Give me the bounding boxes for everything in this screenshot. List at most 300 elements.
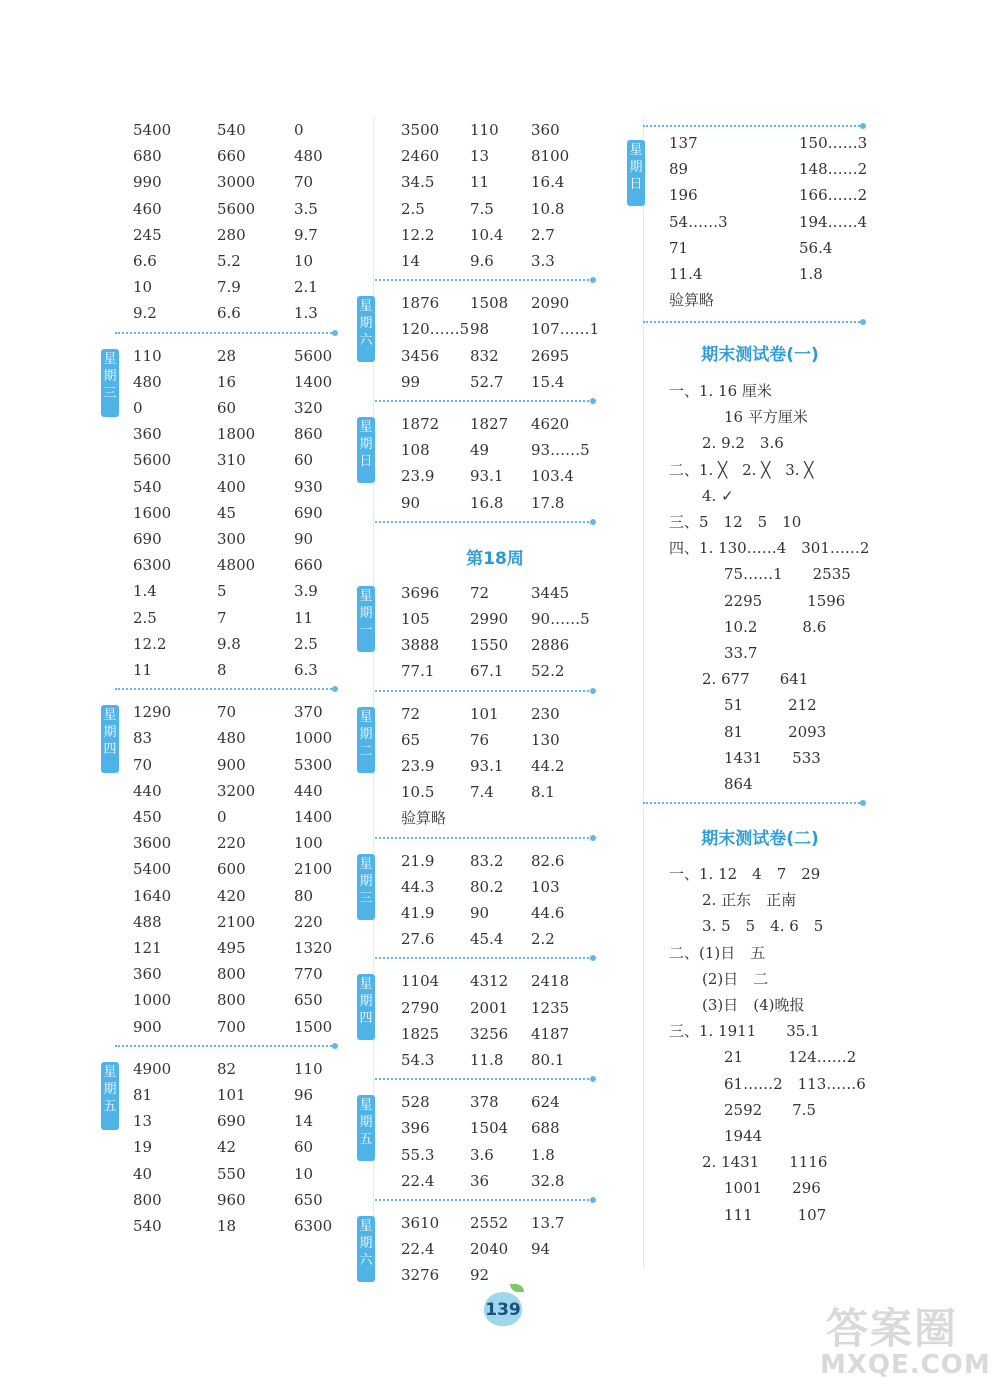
answer-cell: 5300 <box>294 755 333 774</box>
answer-cell: 5 <box>217 582 227 601</box>
answer-cell: 23.9 <box>401 467 435 486</box>
answer-cell: 480 <box>133 372 162 391</box>
answer-line: 2. 1431 1116 <box>702 1153 828 1172</box>
answer-cell: 396 <box>401 1119 430 1138</box>
answer-line: 2295 1596 <box>724 591 846 610</box>
answer-cell: 93……5 <box>531 441 590 460</box>
answer-cell: 137 <box>669 134 698 152</box>
answer-cell: 16 <box>217 372 237 391</box>
answer-cell: 80.2 <box>470 877 504 896</box>
answer-cell: 28 <box>217 346 237 365</box>
answer-cell: 96 <box>294 1086 314 1104</box>
answer-cell: 18 <box>217 1217 237 1235</box>
answer-cell: 94 <box>531 1240 551 1259</box>
answer-cell: 3276 <box>401 1266 440 1285</box>
answer-cell: 1400 <box>294 372 333 391</box>
answer-cell: 3696 <box>401 583 440 602</box>
answer-line: 2. 677 641 <box>702 670 809 689</box>
answer-cell: 1.8 <box>531 1145 555 1164</box>
answer-cell: 81 <box>133 1086 153 1104</box>
answer-cell: 650 <box>294 1190 323 1209</box>
page-number: 139 <box>484 1292 522 1326</box>
answer-cell: 83 <box>133 729 153 748</box>
day-tab: 星期六 <box>357 296 375 362</box>
answer-cell: 0 <box>133 399 143 417</box>
answer-cell: 44.2 <box>531 757 565 775</box>
answer-cell: 9.6 <box>470 252 494 270</box>
answer-cell: 10.8 <box>531 199 565 218</box>
answer-cell: 480 <box>294 147 323 166</box>
watermark-url: MXQE.COM <box>820 1350 991 1380</box>
answer-cell: 770 <box>294 965 323 984</box>
answer-cell: 540 <box>133 477 162 496</box>
answer-cell: 378 <box>470 1093 499 1112</box>
answer-cell: 0 <box>294 121 304 139</box>
answer-line: 2. 9.2 3.6 <box>702 434 784 453</box>
answer-cell: 80.1 <box>531 1051 565 1069</box>
answer-cell: 42 <box>217 1138 237 1157</box>
answer-line: 864 <box>724 775 753 793</box>
answer-cell: 600 <box>217 860 246 879</box>
answer-cell: 660 <box>217 147 246 166</box>
answer-cell: 2.5 <box>133 608 157 627</box>
answer-cell: 2.5 <box>294 634 318 653</box>
answer-cell: 220 <box>294 912 323 931</box>
answer-cell: 72 <box>401 704 421 723</box>
answer-cell: 6.3 <box>294 661 318 679</box>
answer-cell: 700 <box>217 1017 246 1036</box>
answer-cell: 800 <box>217 991 246 1010</box>
answer-cell: 2.5 <box>401 199 425 218</box>
answer-cell: 1500 <box>294 1017 333 1036</box>
answer-cell: 2.7 <box>531 225 555 244</box>
answer-line: 三、1. 1911 35.1 <box>669 1022 820 1041</box>
dotted-divider <box>115 1045 335 1047</box>
answer-cell: 45 <box>217 503 237 522</box>
day-tab: 星期日 <box>357 417 375 483</box>
answer-cell: 10.5 <box>401 783 435 802</box>
day-tab: 星期一 <box>357 586 375 652</box>
answer-cell: 15.4 <box>531 372 565 391</box>
answer-cell: 101 <box>217 1086 246 1104</box>
dotted-divider <box>115 332 335 334</box>
answer-cell: 1508 <box>470 294 509 313</box>
answer-cell: 10.4 <box>470 225 504 244</box>
answer-line: 21 124……2 <box>724 1048 857 1067</box>
answer-cell: 488 <box>133 912 162 931</box>
dotted-divider <box>375 1078 593 1080</box>
watermark-text: 答案圈 <box>826 1304 959 1353</box>
answer-cell: 5400 <box>133 121 172 139</box>
answer-cell: 148……2 <box>799 160 868 179</box>
answer-cell: 54……3 <box>669 212 728 231</box>
answer-cell: 70 <box>217 703 237 722</box>
answer-cell: 150……3 <box>799 134 868 152</box>
answer-cell: 360 <box>531 121 560 139</box>
answer-cell: 11.4 <box>669 265 703 283</box>
answer-cell: 245 <box>133 225 162 244</box>
answer-cell: 2990 <box>470 610 509 628</box>
answer-line: (2)日 二 <box>702 969 769 988</box>
day-tab: 星期四 <box>357 974 375 1040</box>
answer-cell: 0 <box>217 808 227 826</box>
answer-cell: 2090 <box>531 294 570 313</box>
answer-cell: 107……1 <box>531 320 600 339</box>
answer-cell: 540 <box>217 121 246 139</box>
answer-cell: 2100 <box>294 860 333 879</box>
answer-line: (3)日 (4)晚报 <box>702 996 805 1014</box>
answer-cell: 2100 <box>217 912 256 931</box>
answer-cell: 9.2 <box>133 304 157 323</box>
answer-cell: 92 <box>470 1266 490 1285</box>
answer-cell: 800 <box>217 965 246 984</box>
answer-cell: 1.4 <box>133 582 157 601</box>
answer-cell: 2790 <box>401 998 440 1017</box>
answer-cell: 3256 <box>470 1024 509 1043</box>
answer-cell: 90……5 <box>531 610 590 628</box>
answer-cell: 60 <box>294 1138 314 1157</box>
answer-cell: 13 <box>470 147 490 166</box>
answer-line: 一、1. 12 4 7 29 <box>669 865 821 883</box>
answer-cell: 2552 <box>470 1214 509 1232</box>
answer-cell: 3500 <box>401 121 440 139</box>
answer-cell: 100 <box>294 834 323 853</box>
answer-cell: 27.6 <box>401 930 435 949</box>
answer-cell: 1876 <box>401 294 440 313</box>
answer-cell: 6300 <box>294 1217 333 1235</box>
answer-cell: 440 <box>294 781 323 800</box>
answer-cell: 4800 <box>217 556 256 575</box>
dotted-divider <box>375 837 593 839</box>
answer-cell: 93.1 <box>470 757 504 775</box>
answer-cell: 690 <box>217 1112 246 1131</box>
answer-cell: 52.2 <box>531 662 565 681</box>
answer-cell: 1600 <box>133 503 172 522</box>
answer-line: 四、1. 130……4 301……2 <box>669 539 870 558</box>
answer-cell: 12.2 <box>401 225 435 244</box>
answer-cell: 990 <box>133 173 162 192</box>
answer-cell: 22.4 <box>401 1240 435 1259</box>
answer-cell: 528 <box>401 1093 430 1112</box>
answer-cell: 103 <box>531 877 560 896</box>
answer-cell: 400 <box>217 477 246 496</box>
answer-cell: 17.8 <box>531 493 565 512</box>
answer-line: 51 212 <box>724 696 817 715</box>
answer-cell: 1000 <box>133 991 172 1010</box>
answer-line: 4. ✓ <box>702 486 734 505</box>
answer-cell: 8.1 <box>531 783 555 802</box>
answer-cell: 90 <box>294 530 314 548</box>
answer-cell: 36 <box>470 1171 490 1190</box>
answer-line: 二、1. ╳ 2. ╳ 3. ╳ <box>669 460 814 479</box>
answer-cell: 19 <box>133 1138 153 1157</box>
answer-cell: 2001 <box>470 998 509 1017</box>
answer-line: 二、(1)日 五 <box>669 943 766 962</box>
answer-cell: 108 <box>401 441 430 460</box>
answer-cell: 2418 <box>531 972 570 991</box>
answer-cell: 1400 <box>294 808 333 826</box>
answer-cell: 7.4 <box>470 783 494 802</box>
answer-cell: 1235 <box>531 998 570 1017</box>
answer-cell: 22.4 <box>401 1171 435 1190</box>
answer-cell: 495 <box>217 939 246 957</box>
answer-cell: 6300 <box>133 556 172 575</box>
answer-cell: 6.6 <box>217 304 241 323</box>
answer-cell: 16.4 <box>531 173 565 192</box>
exam-title: 期末测试卷(一) <box>701 345 819 365</box>
answer-cell: 4900 <box>133 1059 172 1078</box>
answer-cell: 10 <box>133 278 153 297</box>
answer-cell: 1.8 <box>799 265 823 283</box>
answer-cell: 3610 <box>401 1214 440 1232</box>
answer-cell: 80 <box>294 886 314 905</box>
answer-cell: 196 <box>669 186 698 205</box>
answer-cell: 55.3 <box>401 1145 435 1164</box>
answer-cell: 310 <box>217 451 246 470</box>
answer-cell: 32.8 <box>531 1171 565 1190</box>
answer-cell: 1640 <box>133 886 172 905</box>
answer-cell: 460 <box>133 199 162 218</box>
answer-cell: 13 <box>133 1112 153 1131</box>
answer-cell: 90 <box>401 493 421 512</box>
answer-cell: 230 <box>531 704 560 723</box>
answer-cell: 7.5 <box>470 199 494 218</box>
answer-cell: 93.1 <box>470 467 504 486</box>
dotted-divider <box>375 400 593 402</box>
answer-cell: 624 <box>531 1093 560 1112</box>
dotted-divider <box>375 690 593 692</box>
answer-line: 16 平方厘米 <box>724 408 808 427</box>
answer-cell: 320 <box>294 399 323 417</box>
answer-cell: 82 <box>217 1059 237 1078</box>
answer-cell: 98 <box>470 320 490 339</box>
day-tab: 星期五 <box>101 1062 119 1130</box>
answer-cell: 2460 <box>401 147 440 166</box>
answer-cell: 8 <box>217 661 227 679</box>
answer-cell: 1.3 <box>294 304 318 323</box>
answer-cell: 832 <box>470 346 499 365</box>
dotted-divider <box>643 802 863 804</box>
answer-cell: 13.7 <box>531 1214 565 1232</box>
answer-cell: 3456 <box>401 346 440 365</box>
answer-cell: 130 <box>531 730 560 749</box>
answer-line: 33.7 <box>724 644 758 662</box>
answer-cell: 16.8 <box>470 493 504 512</box>
answer-cell: 11 <box>133 661 153 679</box>
day-tab: 星期四 <box>101 705 119 773</box>
answer-cell: 2.2 <box>531 930 555 949</box>
dotted-divider <box>115 688 335 690</box>
answer-cell: 52.7 <box>470 372 504 391</box>
answer-line: 一、1. 16 厘米 <box>669 382 772 400</box>
answer-cell: 54.3 <box>401 1051 435 1069</box>
answer-cell: 65 <box>401 730 421 749</box>
answer-cell: 77.1 <box>401 662 435 681</box>
answer-cell: 540 <box>133 1217 162 1235</box>
day-tab: 星期六 <box>357 1216 375 1282</box>
dotted-divider <box>375 279 593 281</box>
answer-cell: 194……4 <box>799 212 868 231</box>
answer-cell: 688 <box>531 1119 560 1138</box>
day-tab: 星期五 <box>357 1095 375 1161</box>
answer-cell: 60 <box>217 399 237 417</box>
answer-cell: 70 <box>133 755 153 774</box>
answer-cell: 300 <box>217 530 246 548</box>
week-heading: 第18周 <box>466 548 524 569</box>
day-tab: 星期三 <box>101 349 119 417</box>
answer-cell: 1550 <box>470 636 509 655</box>
answer-cell: 3445 <box>531 583 570 602</box>
day-tab: 星期二 <box>357 707 375 773</box>
answer-line: 三、5 12 5 10 <box>669 513 802 531</box>
answer-cell: 5600 <box>217 199 256 218</box>
answer-cell: 89 <box>669 160 689 179</box>
answer-cell: 3.9 <box>294 582 318 601</box>
answer-line: 2592 7.5 <box>724 1100 817 1119</box>
answer-cell: 5.2 <box>217 252 241 270</box>
answer-cell: 370 <box>294 703 323 722</box>
answer-line: 81 2093 <box>724 722 827 741</box>
answer-cell: 650 <box>294 991 323 1010</box>
answer-cell: 120……5 <box>401 320 470 339</box>
answer-cell: 110 <box>133 346 162 365</box>
answer-cell: 550 <box>217 1164 246 1183</box>
answer-cell: 360 <box>133 965 162 984</box>
answer-cell: 960 <box>217 1190 246 1209</box>
answer-cell: 99 <box>401 372 421 391</box>
answer-line: 111 107 <box>724 1205 827 1224</box>
answer-cell: 21.9 <box>401 851 435 870</box>
answer-cell: 900 <box>133 1017 162 1036</box>
answer-cell: 1800 <box>217 425 256 444</box>
apple-leaf-icon <box>510 1284 524 1292</box>
answer-cell: 82.6 <box>531 851 565 870</box>
answer-cell: 4187 <box>531 1024 570 1043</box>
answer-cell: 166……2 <box>799 186 868 205</box>
answer-cell: 101 <box>470 704 499 723</box>
answer-cell: 71 <box>669 238 689 257</box>
answer-cell: 23.9 <box>401 757 435 775</box>
answer-cell: 56.4 <box>799 238 833 257</box>
answer-line: 3. 5 5 4. 6 5 <box>702 917 824 936</box>
answer-cell: 3.3 <box>531 252 555 270</box>
answer-line: 1944 <box>724 1127 763 1145</box>
answer-cell: 440 <box>133 781 162 800</box>
answer-line: 10.2 8.6 <box>724 617 827 636</box>
answer-cell: 690 <box>294 503 323 522</box>
dotted-divider <box>375 1199 593 1201</box>
answer-cell: 5600 <box>133 451 172 470</box>
answer-cell: 3888 <box>401 636 440 655</box>
answer-cell: 2040 <box>470 1240 509 1259</box>
answer-cell: 41.9 <box>401 904 435 922</box>
answer-line: 61……2 113……6 <box>724 1074 866 1093</box>
answer-cell: 103.4 <box>531 467 574 486</box>
answer-cell: 1504 <box>470 1119 509 1138</box>
answer-cell: 40 <box>133 1164 153 1183</box>
note-text: 验算略 <box>401 809 447 828</box>
answer-cell: 4620 <box>531 415 570 433</box>
answer-cell: 1827 <box>470 415 509 433</box>
day-tab: 星期三 <box>357 854 375 920</box>
answer-cell: 6.6 <box>133 252 157 270</box>
answer-cell: 14 <box>294 1112 314 1131</box>
answer-cell: 480 <box>217 729 246 748</box>
answer-cell: 360 <box>133 425 162 444</box>
note-text: 验算略 <box>669 291 715 310</box>
answer-cell: 2695 <box>531 346 570 365</box>
dotted-divider <box>375 521 593 523</box>
answer-cell: 44.3 <box>401 877 435 896</box>
answer-cell: 110 <box>470 121 499 139</box>
answer-cell: 660 <box>294 556 323 575</box>
answer-cell: 7.9 <box>217 278 241 297</box>
answer-cell: 1000 <box>294 729 333 748</box>
answer-cell: 72 <box>470 583 490 602</box>
answer-cell: 7 <box>217 608 227 627</box>
answer-cell: 60 <box>294 451 314 470</box>
answer-cell: 1320 <box>294 939 333 957</box>
answer-cell: 10 <box>294 252 314 270</box>
dotted-divider <box>375 957 593 959</box>
answer-cell: 680 <box>133 147 162 166</box>
answer-line: 1001 296 <box>724 1179 821 1198</box>
answer-cell: 2.1 <box>294 278 318 297</box>
answer-line: 75……1 2535 <box>724 565 851 584</box>
answer-cell: 1290 <box>133 703 172 722</box>
answer-cell: 280 <box>217 225 246 244</box>
answer-cell: 5600 <box>294 346 333 365</box>
dotted-divider <box>643 125 863 127</box>
answer-cell: 930 <box>294 477 323 496</box>
answer-line: 2. 正东 正南 <box>702 891 797 910</box>
answer-cell: 9.7 <box>294 225 318 244</box>
column-separator <box>643 118 644 1268</box>
watermark-logo <box>820 1296 990 1384</box>
answer-cell: 10 <box>294 1164 314 1183</box>
answer-cell: 45.4 <box>470 930 504 949</box>
answer-cell: 220 <box>217 834 246 853</box>
answer-cell: 121 <box>133 939 162 957</box>
answer-line: 1431 533 <box>724 748 821 767</box>
answer-cell: 90 <box>470 904 490 922</box>
answer-cell: 1872 <box>401 415 440 433</box>
answer-cell: 67.1 <box>470 662 504 681</box>
answer-cell: 4312 <box>470 972 509 991</box>
answer-cell: 110 <box>294 1059 323 1078</box>
answer-cell: 3.6 <box>470 1145 494 1164</box>
answer-cell: 900 <box>217 755 246 774</box>
answer-cell: 3200 <box>217 781 256 800</box>
answer-cell: 11 <box>294 608 314 627</box>
answer-cell: 8100 <box>531 147 570 166</box>
answer-cell: 420 <box>217 886 246 905</box>
answer-cell: 11.8 <box>470 1051 504 1069</box>
answer-cell: 1825 <box>401 1024 440 1043</box>
answer-cell: 105 <box>401 610 430 628</box>
day-tab: 星期日 <box>627 140 645 206</box>
answer-cell: 3.5 <box>294 199 318 218</box>
answer-cell: 690 <box>133 530 162 548</box>
answer-cell: 9.8 <box>217 634 241 653</box>
answer-cell: 83.2 <box>470 851 504 870</box>
answer-cell: 3600 <box>133 834 172 853</box>
answer-cell: 860 <box>294 425 323 444</box>
answer-cell: 5400 <box>133 860 172 879</box>
exam-title: 期末测试卷(二) <box>701 829 819 849</box>
answer-cell: 49 <box>470 441 490 460</box>
answer-cell: 14 <box>401 252 421 270</box>
